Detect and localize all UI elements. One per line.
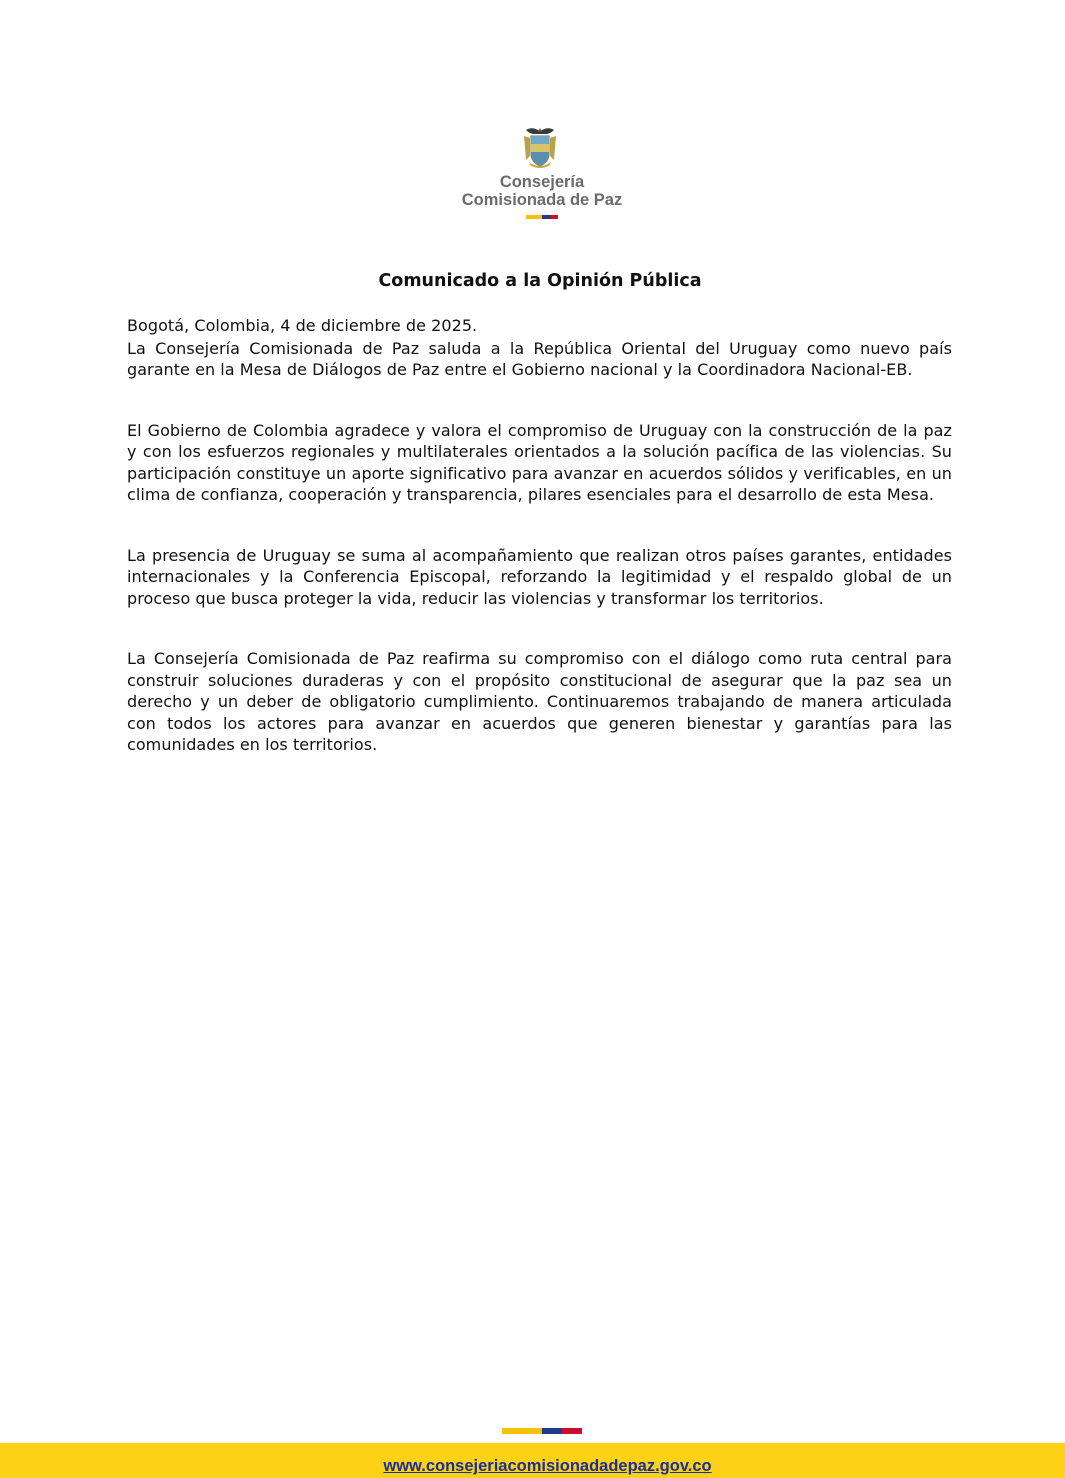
paragraph-4: La Consejería Comisionada de Paz reafirma su compromiso con el diálogo como ruta central para construir soluciones duraderas y con el propósito constitucional de asegurar que la paz sea un derecho y un deber de obligatorio cumplimiento. Continuaremos trabajando de manera articulada con todos los actores para avanzar en acuerdos que generen bienestar y garantías para las comunidades en los territorios. [127,649,952,754]
document-title: Comunicado a la Opinión Pública [378,271,702,291]
footer-flag-stripe [502,1428,582,1434]
document-body [127,315,952,795]
paragraph-1: La Consejería Comisionada de Paz saluda a la República Oriental del Uruguay como nuevo país garante en la Mesa de Diálogos de Paz entre el Gobierno nacional y la Coordinadora Nacional-EB. [127,338,952,379]
logo-text-comisionada: Comisionada de Paz [461,191,623,209]
logo-text-consejeria: Consejería [499,173,585,191]
website-link[interactable]: www.consejeriacomisionadadepaz.gov.co [383,1457,712,1475]
coat-of-arms-icon [520,126,560,170]
date-line: Bogotá, Colombia, 4 de diciembre de 2025. [127,316,478,335]
paragraph-2: El Gobierno de Colombia agradece y valora el compromiso de Uruguay con la construcción de la paz y con los esfuerzos regionales y multilaterales orientados a la solución pacífica de las violencias. Su participación constituye un aporte significativo para avanzar en acuerdos sólidos y verificables, en un clima de confianza, cooperación y transparencia, pilares esenciales para el desarrollo de esta Mesa. [127,420,952,504]
logo-flag-stripe [526,215,558,219]
paragraph-3: La presencia de Uruguay se suma al acompañamiento que realizan otros países garantes, entidades internacionales y la Conferencia Episcopal, reforzando la legitimidad y el respaldo global de un proceso que busca proteger la vida, reducir las violencias y transformar los territorios. [127,545,952,608]
institution-logo [452,126,632,226]
